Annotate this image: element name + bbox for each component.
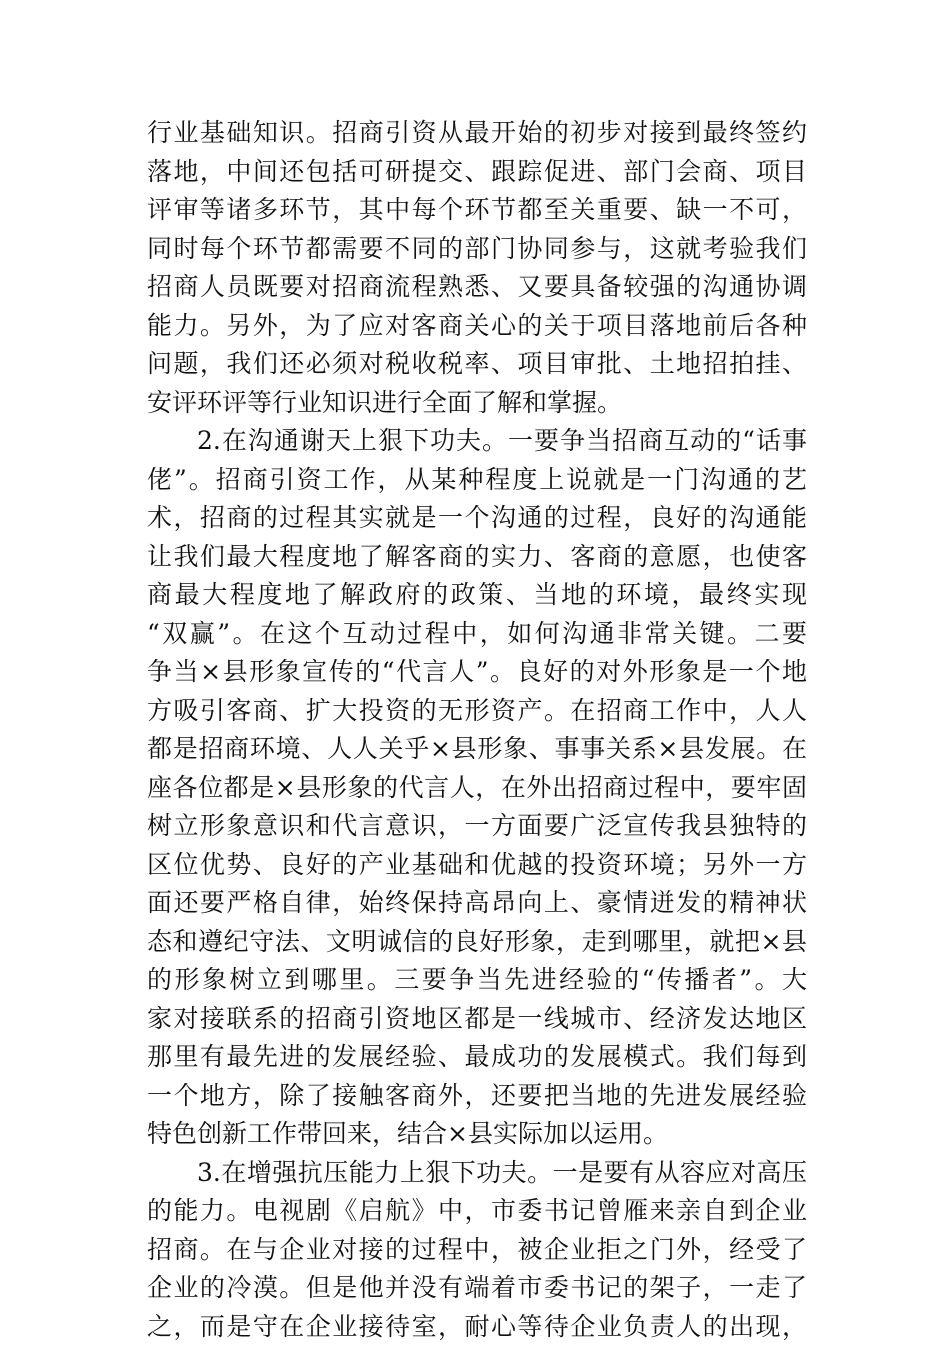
text-line: 特色创新工作带回来，结合×县实际加以运用。 [147, 1115, 807, 1154]
text-line: 树立形象意识和代言意识，一方面要广泛宣传我县独特的 [147, 807, 807, 846]
text-line: 区位优势、良好的产业基础和优越的投资环境；另外一方 [147, 846, 807, 885]
text-line: 的形象树立到哪里。三要争当先进经验的“传播者”。大 [147, 961, 807, 1000]
text-line: 佬”。招商引资工作，从某种程度上说就是一门沟通的艺 [147, 461, 807, 500]
text-line: 都是招商环境、人人关乎×县形象、事事关系×县发展。在 [147, 730, 807, 769]
text-line: 2.在沟通谢天上狠下功夫。一要争当招商互动的“话事 [147, 422, 807, 461]
text-line: 面还要严格自律，始终保持高昂向上、豪情迸发的精神状 [147, 884, 807, 923]
text-line: 术，招商的过程其实就是一个沟通的过程，良好的沟通能 [147, 499, 807, 538]
text-line: 家对接联系的招商引资地区都是一线城市、经济发达地区 [147, 1000, 807, 1039]
text-line: 那里有最先进的发展经验、最成功的发展模式。我们每到 [147, 1038, 807, 1077]
text-line: 行业基础知识。招商引资从最开始的初步对接到最终签约 [147, 114, 807, 153]
text-line: 评审等诸多环节，其中每个环节都至关重要、缺一不可， [147, 191, 807, 230]
text-line: 的能力。电视剧《启航》中，市委书记曾雁来亲自到企业 [147, 1192, 807, 1231]
text-line: 安评环评等行业知识进行全面了解和掌握。 [147, 384, 807, 423]
body-text [147, 114, 807, 1346]
text-line: 能力。另外，为了应对客商关心的关于项目落地前后各种 [147, 307, 807, 346]
text-line: 之，而是守在企业接待室，耐心等待企业负责人的出现， [147, 1308, 807, 1346]
text-line: 问题，我们还必须对税收税率、项目审批、土地招拍挂、 [147, 345, 807, 384]
text-line: 招商。在与企业对接的过程中，被企业拒之门外，经受了 [147, 1231, 807, 1270]
text-line: 态和遵纪守法、文明诚信的良好形象，走到哪里，就把×县 [147, 923, 807, 962]
text-line: 座各位都是×县形象的代言人，在外出招商过程中，要牢固 [147, 769, 807, 808]
text-line: 争当×县形象宣传的“代言人”。良好的对外形象是一个地 [147, 653, 807, 692]
text-line: 同时每个环节都需要不同的部门协同参与，这就考验我们 [147, 230, 807, 269]
text-line: 企业的冷漠。但是他并没有端着市委书记的架子，一走了 [147, 1269, 807, 1308]
text-line: 让我们最大程度地了解客商的实力、客商的意愿，也使客 [147, 538, 807, 577]
text-line: 一个地方，除了接触客商外，还要把当地的先进发展经验 [147, 1077, 807, 1116]
text-line: 招商人员既要对招商流程熟悉、又要具备较强的沟通协调 [147, 268, 807, 307]
text-line: 商最大程度地了解政府的政策、当地的环境，最终实现 [147, 576, 807, 615]
text-line: 落地，中间还包括可研提交、跟踪促进、部门会商、项目 [147, 153, 807, 192]
text-line: 3.在增强抗压能力上狠下功夫。一是要有从容应对高压 [147, 1154, 807, 1193]
text-line: “双赢”。在这个互动过程中，如何沟通非常关键。二要 [147, 615, 807, 654]
text-line: 方吸引客商、扩大投资的无形资产。在招商工作中，人人 [147, 692, 807, 731]
